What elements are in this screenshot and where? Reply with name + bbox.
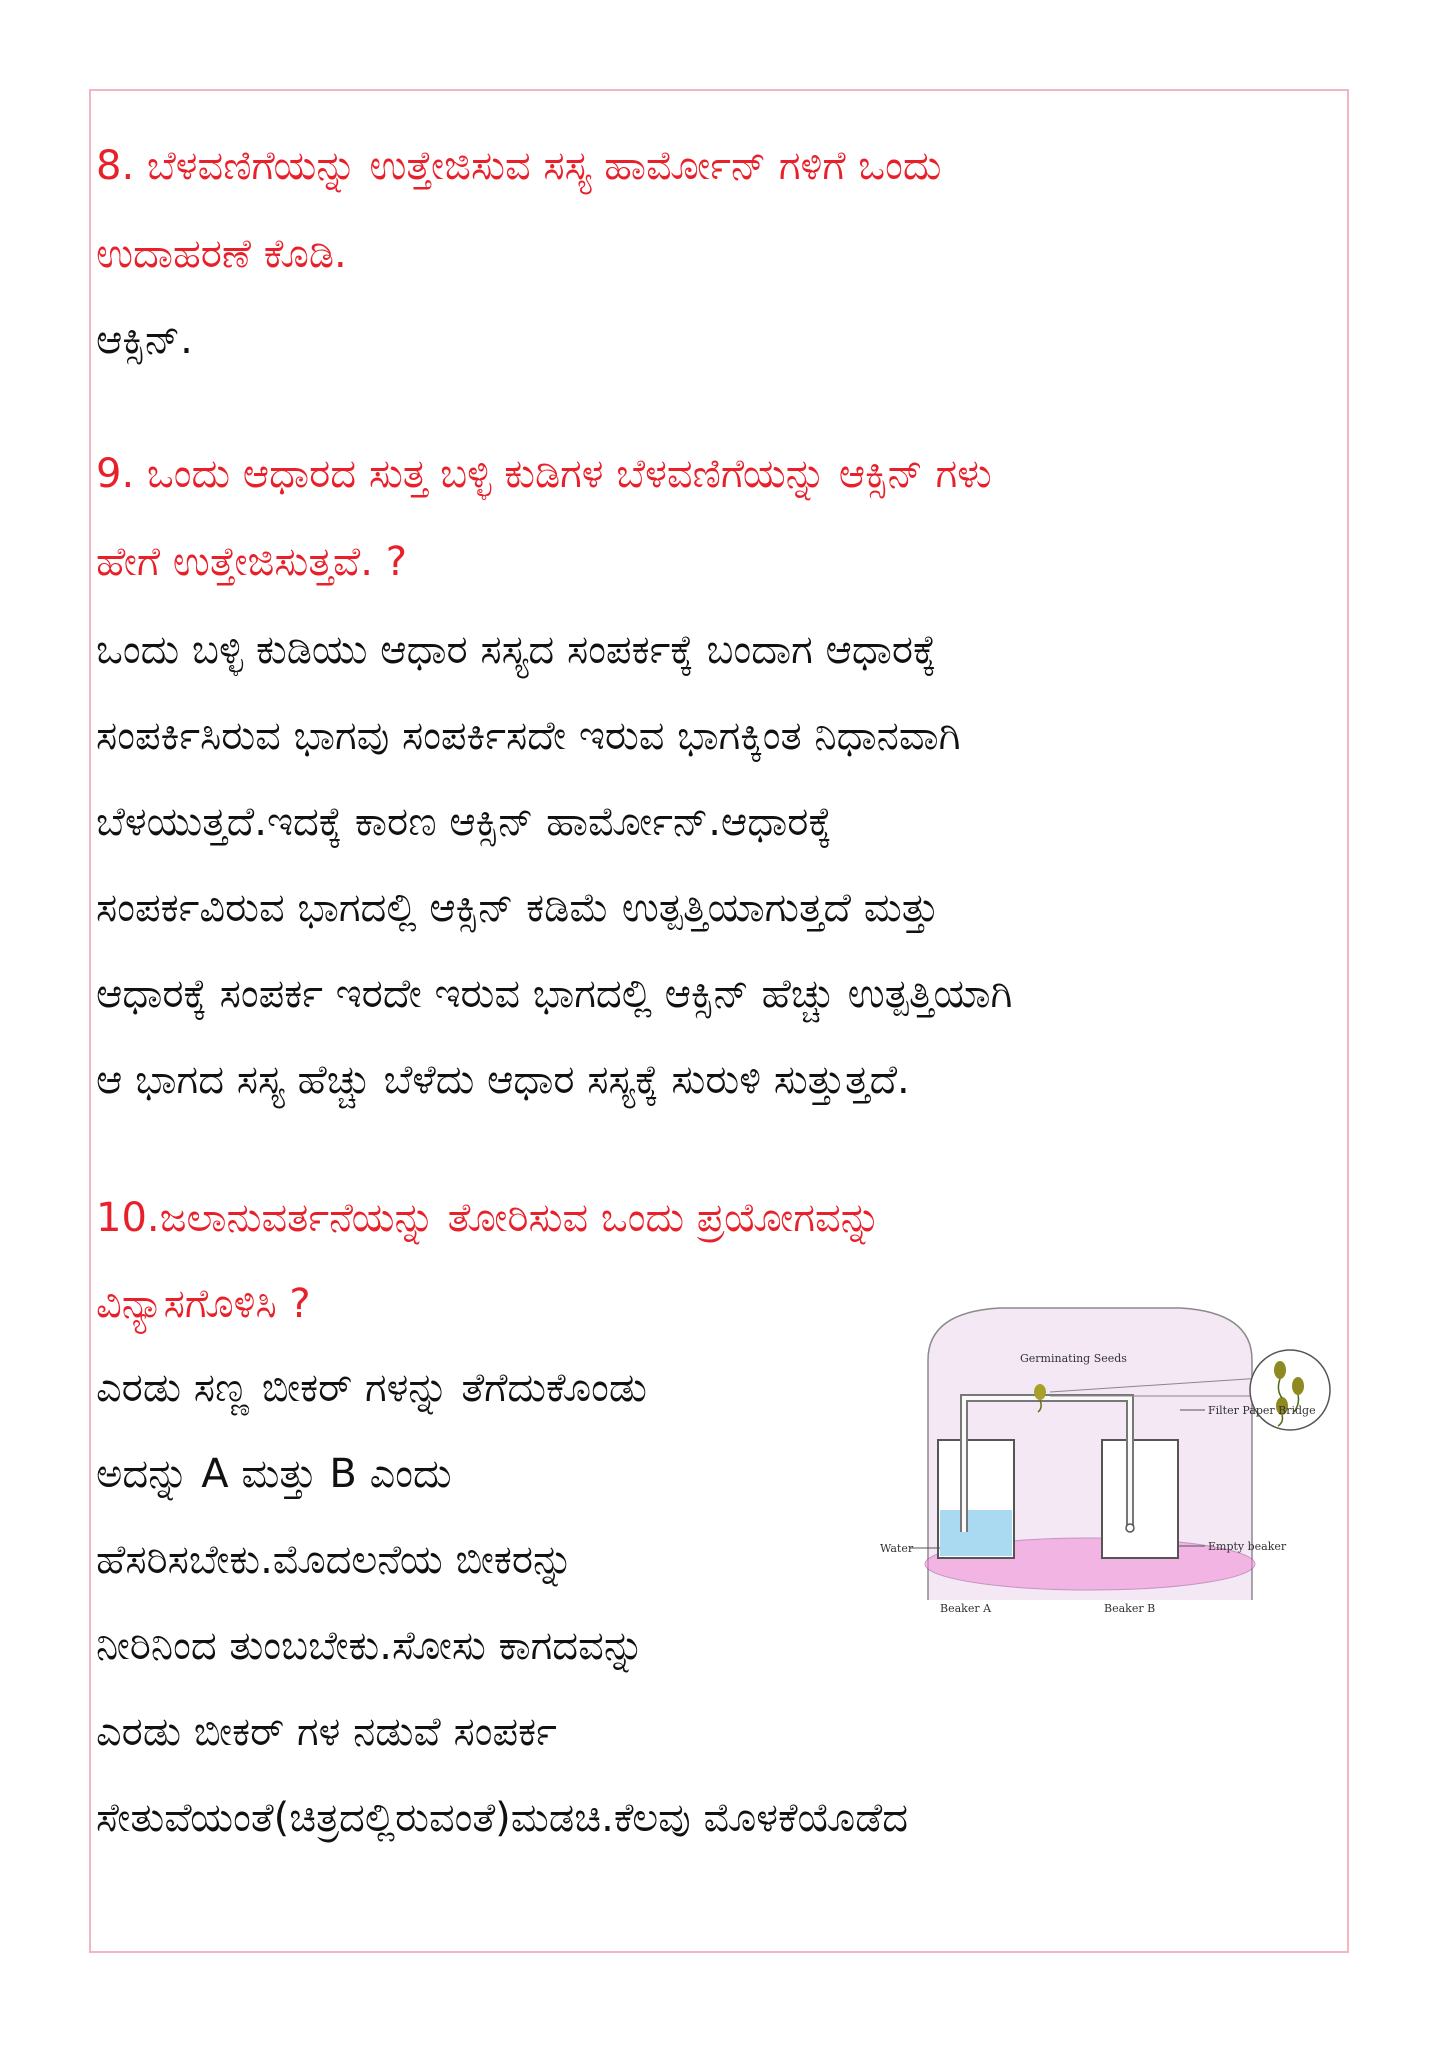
answer-9-line: ಒಂದು ಬಳ್ಳಿ ಕುಡಿಯು ಆಧಾರ ಸಸ್ಯದ ಸಂಪರ್ಕಕ್ಕೆ ಬಂದಾಗ ಆಧಾರಕ್ಕೆ (96, 627, 937, 673)
label-beaker-b: Beaker B (1104, 1602, 1156, 1615)
answer-10-line: ಎರಡು ಸಣ್ಣ ಬೀಕರ್ ಗಳನ್ನು ತೆಗೆದುಕೊಂಡು (96, 1365, 648, 1411)
answer-9-line: ಆ ಭಾಗದ ಸಸ್ಯ ಹೆಚ್ಚು ಬೆಳೆದು ಆಧಾರ ಸಸ್ಯಕ್ಕೆ ಸುರುಳಿ ಸುತ್ತುತ್ತದೆ. (96, 1057, 910, 1103)
label-empty-beaker: Empty beaker (1208, 1540, 1287, 1553)
answer-10-line: ಸೇತುವೆಯಂತೆ(ಚಿತ್ರದಲ್ಲಿರುವಂತೆ)ಮಡಚಿ.ಕೆಲವು ಮೊಳಕೆಯೊಡೆದ (96, 1795, 909, 1841)
hydrotropism-diagram (880, 1300, 1350, 1640)
label-filter-paper-bridge: Filter Paper Bridge (1208, 1404, 1316, 1417)
seed-on-bridge (1034, 1384, 1046, 1400)
water-in-beaker-a (940, 1510, 1012, 1556)
beaker-b (1102, 1440, 1178, 1558)
answer-9-line: ಸಂಪರ್ಕವಿರುವ ಭಾಗದಲ್ಲಿ ಆಕ್ಸಿನ್ ಕಡಿಮೆ ಉತ್ಪತ್ತಿಯಾಗುತ್ತದೆ ಮತ್ತು (96, 885, 940, 931)
question-9-line-2: ಹೇಗೆ ಉತ್ತೇಜಿಸುತ್ತವೆ. ? (96, 539, 407, 585)
answer-9-line: ಬೆಳಯುತ್ತದೆ.ಇದಕ್ಕೆ ಕಾರಣ ಆಕ್ಸಿನ್ ಹಾರ್ಮೋನ್.ಆಧಾರಕ್ಕೆ (96, 799, 832, 845)
question-8-line-2: ಉದಾಹರಣೆ ಕೊಡಿ. (96, 231, 347, 277)
label-water: Water (880, 1542, 914, 1555)
label-germinating-seeds: Germinating Seeds (1020, 1352, 1127, 1365)
answer-9-line: ಆಧಾರಕ್ಕೆ ಸಂಪರ್ಕ ಇರದೇ ಇರುವ ಭಾಗದಲ್ಲಿ ಆಕ್ಸಿನ್ ಹೆಚ್ಚು ಉತ್ಪತ್ತಿಯಾಗಿ (96, 971, 1013, 1017)
answer-9-line: ಸಂಪರ್ಕಿಸಿರುವ ಭಾಗವು ಸಂಪರ್ಕಿಸದೇ ಇರುವ ಭಾಗಕ್ಕಿಂತ ನಿಧಾನವಾಗಿ (96, 713, 961, 759)
seed-zoom-circle (1250, 1350, 1330, 1430)
question-9-line-1: 9. ಒಂದು ಆಧಾರದ ಸುತ್ತ ಬಳ್ಳಿ ಕುಡಿಗಳ ಬೆಳವಣಿಗೆಯನ್ನು ಆಕ್ಸಿನ್ ಗಳು (96, 451, 992, 497)
answer-10-line: ಎರಡು ಬೀಕರ್ ಗಳ ನಡುವೆ ಸಂಪರ್ಕ (96, 1709, 557, 1755)
question-10-line-1: 10.ಜಲಾನುವರ್ತನೆಯನ್ನು ತೋರಿಸುವ ಒಂದು ಪ್ರಯೋಗವನ್ನು (96, 1195, 881, 1241)
answer-10-line: ಹೆಸರಿಸಬೇಕು.ಮೊದಲನೆಯ ಬೀಕರನ್ನು (96, 1537, 574, 1583)
answer-8: ಆಕ್ಸಿನ್. (96, 317, 193, 363)
answer-10-line: ಅದನ್ನು A ಮತ್ತು B ಎಂದು (96, 1451, 452, 1497)
answer-10-line: ನೀರಿನಿಂದ ತುಂಬಬೇಕು.ಸೋಸು ಕಾಗದವನ್ನು (96, 1623, 645, 1669)
question-10-line-2: ವಿನ್ಯಾಸಗೊಳಿಸಿ ? (96, 1281, 311, 1327)
question-8-line-1: 8. ಬೆಳವಣಿಗೆಯನ್ನು ಉತ್ತೇಜಿಸುವ ಸಸ್ಯ ಹಾರ್ಮೋನ್ ಗಳಿಗೆ ಒಂದು (96, 143, 942, 189)
label-beaker-a: Beaker A (940, 1602, 992, 1615)
